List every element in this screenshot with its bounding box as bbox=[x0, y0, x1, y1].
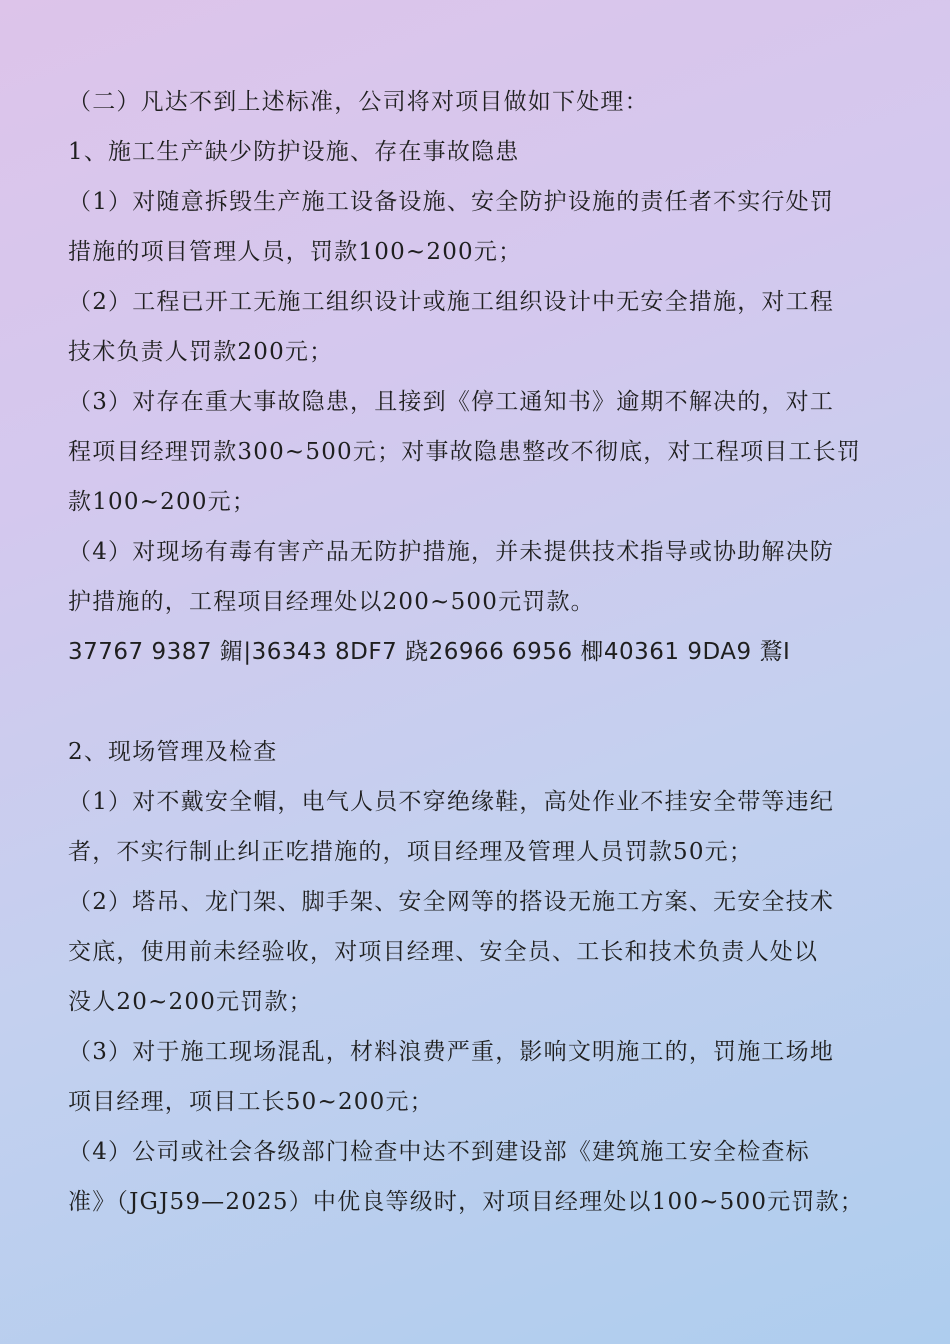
paragraph-line: 款100~200元； bbox=[68, 489, 257, 515]
paragraph-line: （3）对于施工现场混乱，材料浪费严重，影响文明施工的，罚施工场地 bbox=[68, 1039, 835, 1065]
paragraph-line: 程项目经理罚款300~500元；对事故隐患整改不彻底，对工程项目工长罚 bbox=[68, 439, 862, 465]
paragraph-line: 交底，使用前未经验收，对项目经理、安全员、工长和技术负责人处以 bbox=[68, 939, 819, 965]
paragraph-line: （4）公司或社会各级部门检查中达不到建设部《建筑施工安全检查标 bbox=[68, 1139, 810, 1165]
paragraph-line: （4）对现场有毒有害产品无防护措施，并未提供技术指导或协助解决防 bbox=[68, 539, 835, 565]
paragraph-line: 项目经理，项目工长50~200元； bbox=[68, 1089, 434, 1115]
paragraph-line: 者，不实行制止纠正吃措施的，项目经理及管理人员罚款50元； bbox=[68, 839, 754, 865]
paragraph-line: （1）对随意拆毁生产施工设备设施、安全防护设施的责任者不实行处罚 bbox=[68, 189, 835, 215]
document-page bbox=[68, 80, 883, 1230]
paragraph-line: 技术负责人罚款200元； bbox=[68, 339, 334, 365]
paragraph-line: （2）工程已开工无施工组织设计或施工组织设计中无安全措施，对工程 bbox=[68, 289, 835, 315]
document-heading: （二）凡达不到上述标准，公司将对项目做如下处理： bbox=[68, 89, 649, 115]
paragraph-line: 措施的项目管理人员，罚款100~200元； bbox=[68, 239, 523, 265]
paragraph-line: （1）对不戴安全帽，电气人员不穿绝缘鞋，高处作业不挂安全带等违纪 bbox=[68, 789, 835, 815]
paragraph-line: 没人20~200元罚款； bbox=[68, 989, 313, 1015]
section-1-title: 1、施工生产缺少防护设施、存在事故隐患 bbox=[68, 139, 520, 165]
paragraph-line: 准》（JGJ59—2025）中优良等级时，对项目经理处以100~500元罚款； bbox=[68, 1189, 864, 1215]
paragraph-line: （2）塔吊、龙门架、脚手架、安全网等的搭设无施工方案、无安全技术 bbox=[68, 889, 835, 915]
paragraph-line: 护措施的，工程项目经理处以200~500元罚款。 bbox=[68, 589, 595, 615]
paragraph-line: （3）对存在重大事故隐患，且接到《停工通知书》逾期不解决的，对工 bbox=[68, 389, 835, 415]
section-2-title: 2、现场管理及检查 bbox=[68, 739, 278, 765]
blank-gap bbox=[68, 680, 883, 730]
code-line: 37767 9387 鎇|36343 8DF7 跷26966 6956 楖40361 9DA9 鶩I bbox=[68, 639, 791, 665]
